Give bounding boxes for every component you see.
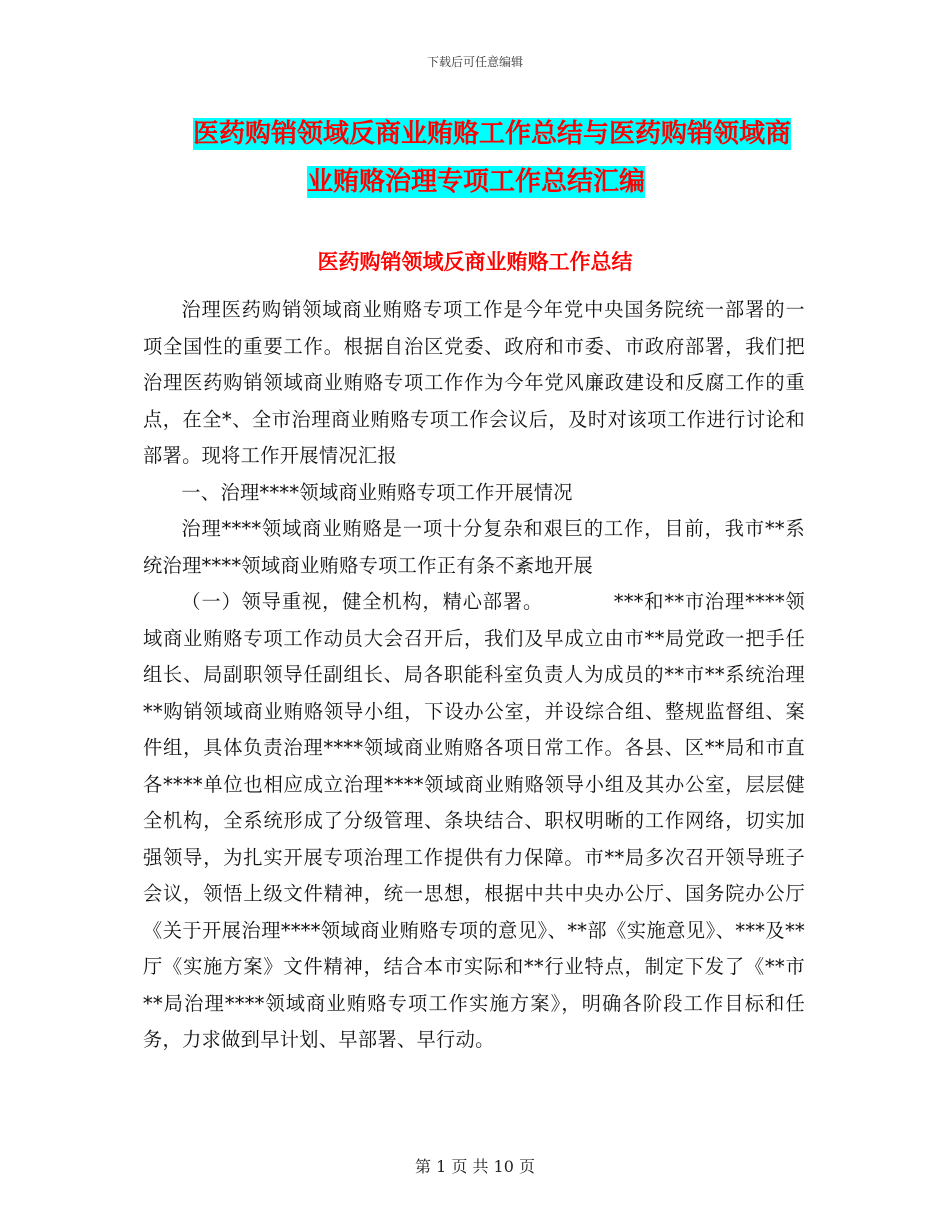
paragraph-overview: 治理****领域商业贿赂是一项十分复杂和艰巨的工作，目前，我市**系统治理****领域商业贿赂专项工作正有条不紊地开展 (143, 517, 805, 577)
title-highlight-1: 医药购销领域反商业贿赂工作总结与医药购销领域商 (193, 119, 792, 149)
body-text (143, 292, 805, 1059)
section-heading: 医药购销领域反商业贿赂工作总结 (317, 250, 633, 274)
document-title-line-1 (145, 110, 805, 158)
header-note: 下载后可任意编辑 (426, 55, 523, 69)
page-number: 第 1 页 共 10 页 (415, 1157, 535, 1176)
document-title-line-2 (145, 158, 805, 206)
paragraph-heading-1: 一、治理****领域商业贿赂专项工作开展情况 (181, 480, 573, 504)
document-title (145, 110, 805, 206)
paragraph-leadership: （一）领导重视，健全机构，精心部署。 ***和**市治理****领域商业贿赂专项工作动员大会召开后，我们及早成立由市**局党政一把手任组长、局副职领导任副组长、局各职能科室负责人为成员的**市**系统治理**购销领域商业贿赂领导小组，下设办公室，并设综合组、整规监督组、案件组，具体负责治理****领域商业贿赂各项日常工作。各县、区**局和市直各****单位也相应成立治理****领域商业贿赂领导小组及其办公室，层层健全机构，全系统形成了分级管理、条块结合、职权明晰的工作网络，切实加强领导，为扎实开展专项治理工作提供有力保障。市**局多次召开领导班子会议，领悟上级文件精神，统一思想，根据中共中央办公厅、国务院办公厅《关于开展治理****领域商业贿赂专项的意见》、**部《实施意见》、***及**厅《实施方案》文件精神，结合本市实际和**行业特点，制定下发了《**市**局治理****领域商业贿赂专项工作实施方案》，明确各阶段工作目标和任务，力求做到早计划、早部署、早行动。 (143, 590, 805, 1051)
paragraph-intro: 治理医药购销领域商业贿赂专项工作是今年党中央国务院统一部署的一项全国性的重要工作。根据自治区党委、政府和市委、市政府部署，我们把治理医药购销领域商业贿赂专项工作作为今年党风廉政建设和反腐工作的重点，在全*、全市治理商业贿赂专项工作会议后，及时对该项工作进行讨论和部署。现将工作开展情况汇报 (143, 298, 805, 467)
title-highlight-2: 业贿赂治理专项工作总结汇编 (307, 167, 646, 197)
